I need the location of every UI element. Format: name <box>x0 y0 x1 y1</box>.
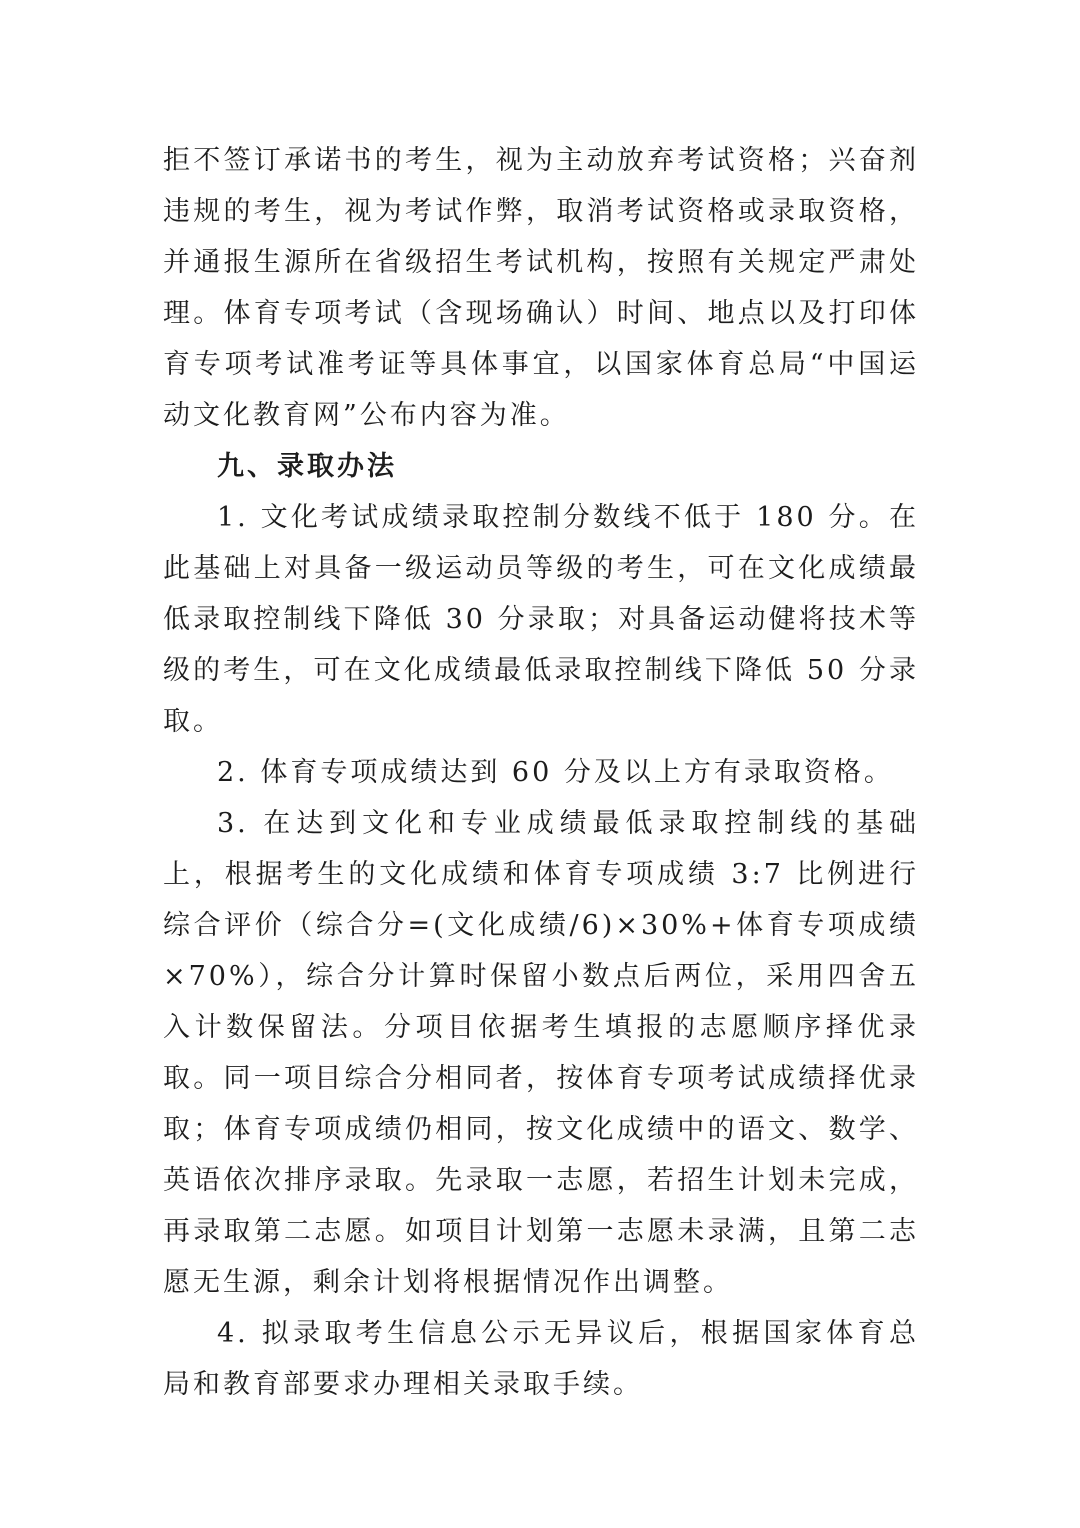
admission-rule-2: 2. 体育专项成绩达到 60 分及以上方有录取资格。 <box>217 757 894 788</box>
continued-paragraph: 拒不签订承诺书的考生，视为主动放弃考试资格；兴奋剂违规的考生，视为考试作弊，取消考试资格或录取资格，并通报生源所在省级招生考试机构，按照有关规定严肃处理。体育专项考试（含现场确认）时间、地点以及打印体育专项考试准考证等具体事宜，以国家体育总局“中国运动文化教育网”公布内容为准。 <box>163 145 919 431</box>
document-body <box>163 135 919 1410</box>
section-heading: 九、录取办法 <box>217 451 397 482</box>
admission-rule-1: 1. 文化考试成绩录取控制分数线不低于 180 分。在此基础上对具备一级运动员等级的考生，可在文化成绩最低录取控制线下降低 30 分录取；对具备运动健将技术等级的考生，可在文化成绩最低录取控制线下降低 50 分录取。 <box>163 502 919 737</box>
admission-rule-4: 4. 拟录取考生信息公示无异议后，根据国家体育总局和教育部要求办理相关录取手续。 <box>163 1318 919 1400</box>
admission-rule-3: 3. 在达到文化和专业成绩最低录取控制线的基础上，根据考生的文化成绩和体育专项成绩 3:7 比例进行综合评价（综合分=(文化成绩/6)×30%+体育专项成绩×70%），综合分计算时保留小数点后两位，采用四舍五入计数保留法。分项目依据考生填报的志愿顺序择优录取。同一项目综合分相同者，按体育专项考试成绩择优录取；体育专项成绩仍相同，按文化成绩中的语文、数学、英语依次排序录取。先录取一志愿，若招生计划未完成，再录取第二志愿。如项目计划第一志愿未录满，且第二志愿无生源，剩余计划将根据情况作出调整。 <box>163 808 919 1298</box>
